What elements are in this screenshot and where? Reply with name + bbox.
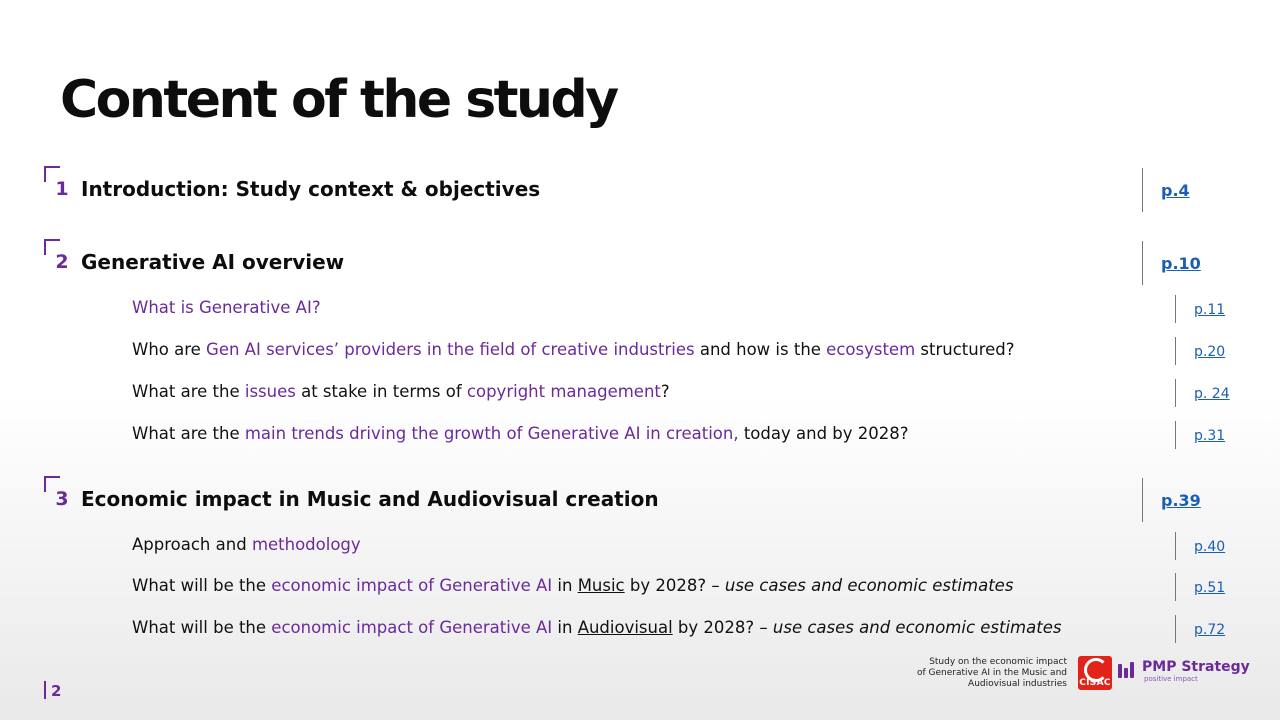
footer-note	[867, 657, 1067, 690]
text-segment: in	[552, 576, 578, 595]
section-title: Generative AI overview	[81, 250, 345, 274]
pmp-tagline: positive impact	[1144, 675, 1198, 683]
page-number: 2	[51, 682, 62, 700]
subitem-2-2	[132, 337, 1232, 365]
subitem-2-4	[132, 421, 1232, 449]
subitem-page-link[interactable]: p.40	[1194, 539, 1226, 555]
text-segment: What are the	[132, 424, 245, 443]
subitem-page-link[interactable]: p.20	[1194, 344, 1226, 360]
pmp-name: PMP Strategy	[1142, 659, 1250, 675]
text-segment: ?	[660, 382, 670, 401]
section-1	[44, 166, 1244, 214]
text-segment: What will be the	[132, 618, 272, 637]
highlight: economic impact of Generative AI	[271, 618, 553, 637]
section-number: 2	[55, 251, 69, 273]
section-2	[44, 239, 1244, 287]
footer-note-line: Audiovisual industries	[968, 679, 1067, 689]
section-page-link[interactable]: p.4	[1161, 181, 1190, 200]
divider	[1175, 573, 1176, 601]
section-number: 3	[55, 488, 69, 510]
subitem-page-link[interactable]: p.31	[1194, 428, 1226, 444]
text-segment: structured?	[915, 340, 1015, 359]
text-segment: Who are	[132, 340, 207, 359]
footer-note-line: Study on the economic impact	[929, 657, 1067, 667]
section-title: Introduction: Study context & objectives	[81, 177, 541, 201]
divider	[1142, 478, 1143, 522]
subitem-text	[132, 298, 321, 317]
text-segment: by 2028? –	[672, 618, 773, 637]
highlight: Gen AI services’ providers in the field of creative industries	[206, 340, 695, 359]
subitem-3-2	[132, 573, 1232, 601]
subitem-page-link[interactable]: p.11	[1194, 302, 1226, 318]
pmp-strategy-logo	[1118, 659, 1250, 687]
subitem-page-link[interactable]: p. 24	[1194, 386, 1230, 402]
underlined-term: Audiovisual	[577, 618, 673, 637]
text-segment: at stake in terms of	[295, 382, 467, 401]
page-number-bar	[44, 681, 46, 699]
subitem-text	[132, 340, 1015, 359]
text-segment: today and by 2028?	[738, 424, 909, 443]
text-segment: What are the	[132, 382, 245, 401]
section-page-link[interactable]: p.39	[1161, 491, 1201, 510]
subitem-2-3	[132, 379, 1232, 407]
divider	[1175, 379, 1176, 407]
text-segment: by 2028? –	[624, 576, 725, 595]
subitem-page-link[interactable]: p.51	[1194, 580, 1226, 596]
cisac-logo	[1078, 656, 1112, 690]
section-title: Economic impact in Music and Audiovisual creation	[81, 487, 659, 511]
subitem-page-link[interactable]: p.72	[1194, 622, 1226, 638]
subitem-text	[132, 576, 1013, 595]
divider	[1175, 532, 1176, 560]
section-page-link[interactable]: p.10	[1161, 254, 1201, 273]
cisac-logo-text: CISAC	[1079, 678, 1111, 688]
divider	[1142, 168, 1143, 212]
highlight: What is Generative AI?	[132, 298, 321, 317]
subitem-text	[132, 424, 909, 443]
italic-note: use cases and economic estimates	[724, 576, 1014, 595]
divider	[1175, 421, 1176, 449]
section-number: 1	[55, 178, 69, 200]
text-segment: Approach and	[132, 535, 252, 554]
highlight: methodology	[251, 535, 361, 554]
section-3	[44, 476, 1244, 524]
italic-note: use cases and economic estimates	[772, 618, 1062, 637]
pmp-mark-icon	[1118, 662, 1138, 678]
divider	[1175, 337, 1176, 365]
highlight: copyright management	[466, 382, 661, 401]
subitem-3-1	[132, 532, 1232, 560]
divider	[1175, 295, 1176, 323]
subitem-3-3	[132, 615, 1232, 643]
text-segment: What will be the	[132, 576, 272, 595]
underlined-term: Music	[577, 576, 625, 595]
text-segment: and how is the	[694, 340, 827, 359]
highlight: ecosystem	[826, 340, 916, 359]
subitem-text	[132, 618, 1061, 637]
text-segment: in	[552, 618, 578, 637]
divider	[1142, 241, 1143, 285]
subitem-text	[132, 382, 670, 401]
subitem-text	[132, 535, 361, 554]
divider	[1175, 615, 1176, 643]
subitem-2-1	[132, 295, 1232, 323]
page-title: Content of the study	[60, 70, 617, 130]
highlight: issues	[244, 382, 296, 401]
highlight: economic impact of Generative AI	[271, 576, 553, 595]
footer-note-line: of Generative AI in the Music and	[916, 668, 1067, 678]
highlight: main trends driving the growth of Generative AI in creation,	[244, 424, 739, 443]
